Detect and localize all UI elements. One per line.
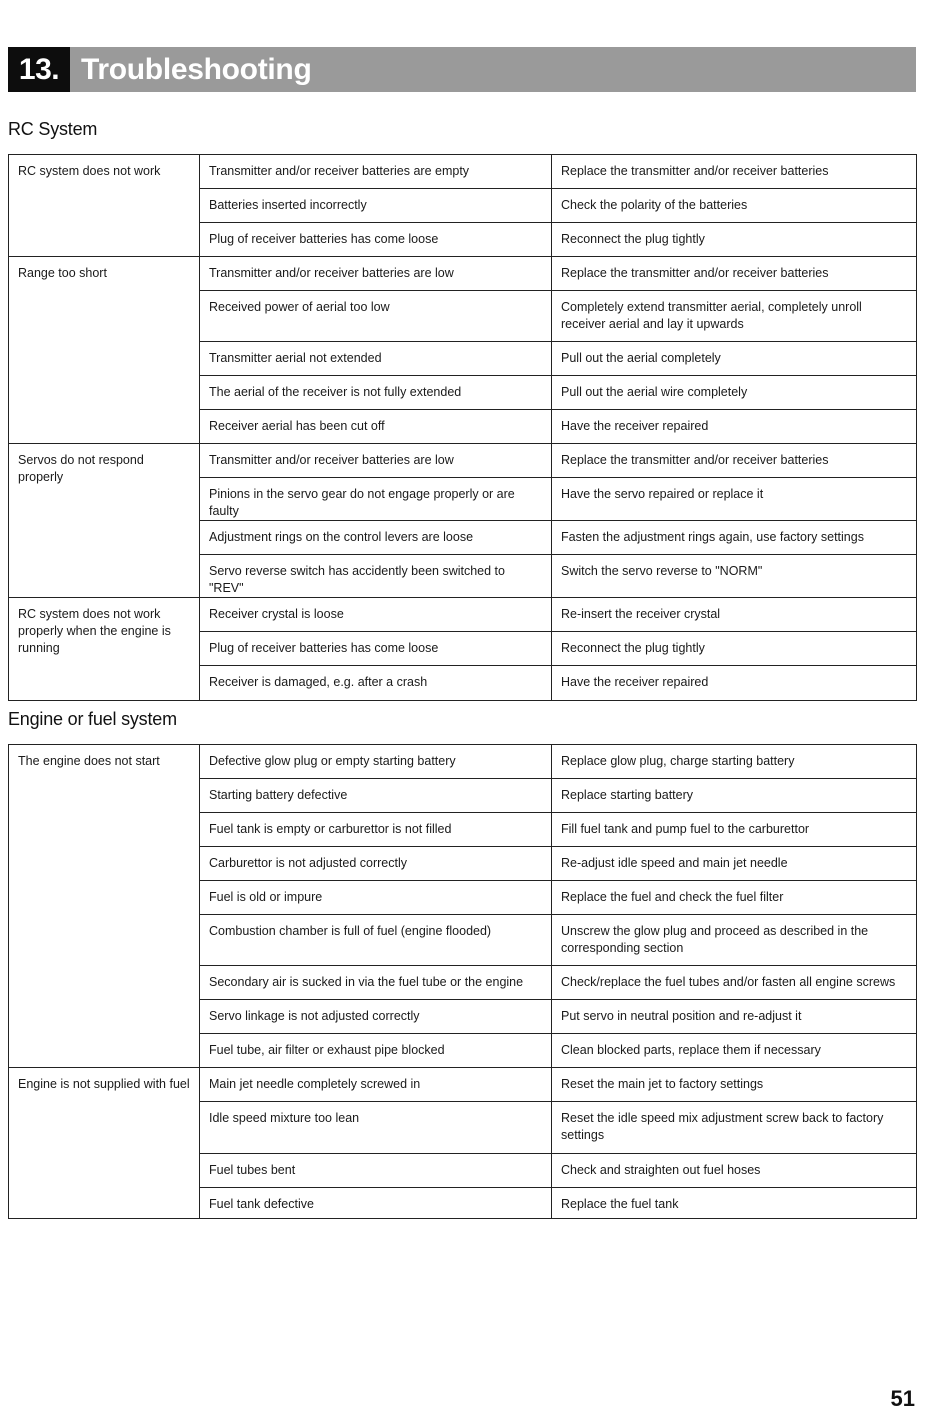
cause-cell: Fuel tubes bent — [200, 1154, 552, 1188]
table-row — [9, 745, 917, 779]
remedy-cell: Reconnect the plug tightly — [552, 632, 917, 666]
cause-cell: Secondary air is sucked in via the fuel tube or the engine — [200, 966, 552, 1000]
remedy-cell: Completely extend transmitter aerial, completely unroll receiver aerial and lay it upwards — [552, 291, 917, 342]
problem-cell: RC system does not work — [9, 155, 200, 257]
remedy-cell: Replace the transmitter and/or receiver batteries — [552, 155, 917, 189]
remedy-cell: Check/replace the fuel tubes and/or fasten all engine screws — [552, 966, 917, 1000]
cause-cell: Adjustment rings on the control levers are loose — [200, 521, 552, 555]
table-row — [9, 257, 917, 291]
table-row — [9, 155, 917, 189]
cause-cell: Starting battery defective — [200, 779, 552, 813]
cause-cell: Fuel is old or impure — [200, 881, 552, 915]
table-row — [9, 444, 917, 478]
remedy-cell: Re-adjust idle speed and main jet needle — [552, 847, 917, 881]
cause-cell: Pinions in the servo gear do not engage properly or are faulty — [200, 478, 552, 521]
cause-cell: The aerial of the receiver is not fully extended — [200, 376, 552, 410]
cause-cell: Combustion chamber is full of fuel (engine flooded) — [200, 915, 552, 966]
chapter-number: 13. — [8, 47, 70, 92]
remedy-cell: Clean blocked parts, replace them if necessary — [552, 1034, 917, 1068]
remedy-cell: Fill fuel tank and pump fuel to the carburettor — [552, 813, 917, 847]
remedy-cell: Reset the main jet to factory settings — [552, 1068, 917, 1102]
remedy-cell: Have the servo repaired or replace it — [552, 478, 917, 521]
remedy-cell: Reset the idle speed mix adjustment screw back to factory settings — [552, 1102, 917, 1154]
cause-cell: Fuel tube, air filter or exhaust pipe blocked — [200, 1034, 552, 1068]
remedy-cell: Fasten the adjustment rings again, use factory settings — [552, 521, 917, 555]
remedy-cell: Pull out the aerial completely — [552, 342, 917, 376]
problem-cell: RC system does not work properly when the engine is running — [9, 598, 200, 701]
page-number: 51 — [890, 1386, 915, 1411]
problem-cell: The engine does not start — [9, 745, 200, 1068]
cause-cell: Idle speed mixture too lean — [200, 1102, 552, 1154]
section-heading-rc-system: RC System — [8, 119, 98, 139]
cause-cell: Transmitter and/or receiver batteries are low — [200, 257, 552, 291]
engine-fuel-troubleshooting-table — [8, 744, 917, 1219]
cause-cell: Transmitter aerial not extended — [200, 342, 552, 376]
problem-cell: Engine is not supplied with fuel — [9, 1068, 200, 1219]
remedy-cell: Have the receiver repaired — [552, 666, 917, 701]
remedy-cell: Replace the fuel tank — [552, 1188, 917, 1219]
cause-cell: Fuel tank defective — [200, 1188, 552, 1219]
chapter-title: Troubleshooting — [81, 52, 312, 86]
section-heading-engine-fuel: Engine or fuel system — [8, 709, 177, 729]
remedy-cell: Switch the servo reverse to "NORM" — [552, 555, 917, 598]
cause-cell: Servo reverse switch has accidently been switched to "REV" — [200, 555, 552, 598]
remedy-cell: Replace starting battery — [552, 779, 917, 813]
remedy-cell: Pull out the aerial wire completely — [552, 376, 917, 410]
cause-cell: Receiver aerial has been cut off — [200, 410, 552, 444]
cause-cell: Servo linkage is not adjusted correctly — [200, 1000, 552, 1034]
cause-cell: Plug of receiver batteries has come loose — [200, 632, 552, 666]
rc-system-troubleshooting-table — [8, 154, 917, 701]
remedy-cell: Replace the fuel and check the fuel filter — [552, 881, 917, 915]
cause-cell: Transmitter and/or receiver batteries are empty — [200, 155, 552, 189]
cause-cell: Received power of aerial too low — [200, 291, 552, 342]
remedy-cell: Replace the transmitter and/or receiver batteries — [552, 444, 917, 478]
cause-cell: Fuel tank is empty or carburettor is not filled — [200, 813, 552, 847]
problem-cell: Servos do not respond properly — [9, 444, 200, 598]
table-row — [9, 1068, 917, 1102]
cause-cell: Batteries inserted incorrectly — [200, 189, 552, 223]
remedy-cell: Replace the transmitter and/or receiver batteries — [552, 257, 917, 291]
cause-cell: Transmitter and/or receiver batteries are low — [200, 444, 552, 478]
remedy-cell: Have the receiver repaired — [552, 410, 917, 444]
cause-cell: Receiver crystal is loose — [200, 598, 552, 632]
cause-cell: Defective glow plug or empty starting battery — [200, 745, 552, 779]
problem-cell: Range too short — [9, 257, 200, 444]
chapter-header — [8, 47, 916, 92]
remedy-cell: Reconnect the plug tightly — [552, 223, 917, 257]
remedy-cell: Check the polarity of the batteries — [552, 189, 917, 223]
remedy-cell: Put servo in neutral position and re-adjust it — [552, 1000, 917, 1034]
remedy-cell: Check and straighten out fuel hoses — [552, 1154, 917, 1188]
cause-cell: Receiver is damaged, e.g. after a crash — [200, 666, 552, 701]
cause-cell: Main jet needle completely screwed in — [200, 1068, 552, 1102]
cause-cell: Carburettor is not adjusted correctly — [200, 847, 552, 881]
table-row — [9, 598, 917, 632]
remedy-cell: Replace glow plug, charge starting battery — [552, 745, 917, 779]
cause-cell: Plug of receiver batteries has come loose — [200, 223, 552, 257]
remedy-cell: Unscrew the glow plug and proceed as described in the corresponding section — [552, 915, 917, 966]
remedy-cell: Re-insert the receiver crystal — [552, 598, 917, 632]
